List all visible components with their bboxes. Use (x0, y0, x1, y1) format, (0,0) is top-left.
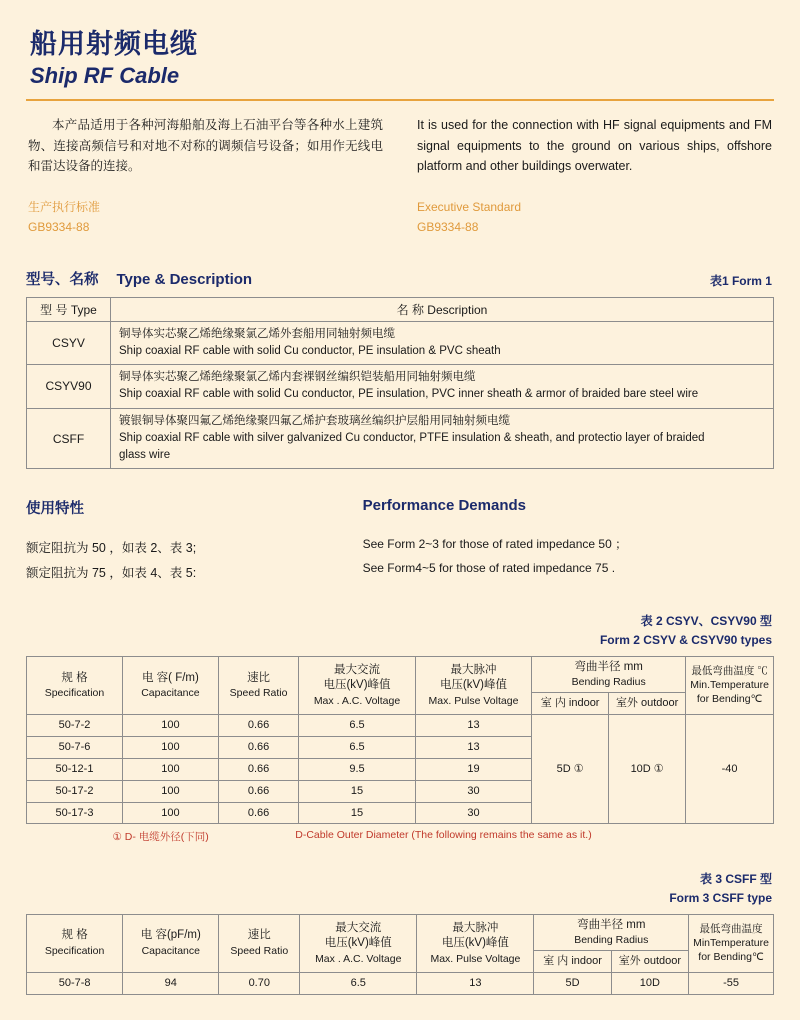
table-row (27, 408, 774, 469)
column-header-indoor: 室 内 indoor (532, 693, 609, 715)
cell-capacitance: 100 (122, 802, 218, 824)
form2-caption-english: Form 2 CSYV & CSYV90 types (599, 633, 772, 647)
footnote-chinese: ① D- 电缆外径(下同) (112, 831, 209, 844)
description-line-cn: 镀银铜导体聚四氟乙烯绝缘聚四氟乙烯护套玻璃丝编织护层船用同轴射频电缆 (119, 414, 510, 427)
header-temp-en1: MinTemperature (693, 937, 769, 950)
cell-speed-ratio: 0.66 (218, 715, 298, 737)
form2-caption-chinese: 表 2 CSYV、CSYV90 型 (640, 614, 772, 629)
cell-capacitance: 100 (122, 780, 218, 802)
header-bend-cn: 弯曲半径 mm (574, 660, 643, 673)
column-header-type: 型 号 Type (27, 297, 111, 321)
description-line-en-cont: glass wire (119, 449, 171, 462)
header-bend-en: Bending Radius (571, 676, 646, 689)
column-header-ac-voltage (300, 914, 417, 973)
cell-outdoor-bending: 10D ① (609, 715, 686, 824)
table-header-row (27, 297, 774, 321)
form3-caption-chinese: 表 3 CSFF 型 (699, 872, 772, 887)
standard-value-chinese: GB9334-88 (28, 220, 90, 235)
header-spec-cn: 规 格 (61, 671, 88, 684)
cell-speed-ratio: 0.66 (218, 736, 298, 758)
cell-ac-voltage: 6.5 (300, 973, 417, 995)
cell-spec: 50-17-2 (27, 780, 123, 802)
cell-indoor-bending: 5D (534, 973, 611, 995)
performance-heading-english: Performance Demands (362, 497, 526, 515)
cell-spec: 50-7-2 (27, 715, 123, 737)
description-line-cn: 铜导体实芯聚乙烯绝缘聚氯乙烯外套船用同轴射频电缆 (119, 327, 395, 340)
header-speed-en: Speed Ratio (230, 944, 289, 957)
description-line-cn: 铜导体实芯聚乙烯绝缘聚氯乙烯内套裸钢丝编织铠装船用同轴射频电缆 (119, 371, 476, 384)
table-header-row (27, 914, 774, 951)
form1-label: 表1 Form 1 (709, 273, 772, 288)
cell-description (111, 408, 774, 469)
cell-ac-voltage: 9.5 (299, 758, 415, 780)
cell-spec: 50-7-6 (27, 736, 123, 758)
column-header-bending-radius (534, 914, 689, 951)
column-header-pulse-voltage (417, 914, 534, 973)
standard-english (417, 197, 772, 238)
type-description-table (26, 297, 774, 470)
standard-value-english: GB9334-88 (417, 220, 479, 235)
intro-text-english: It is used for the connection with HF signal equipments and FM signal equipments to the ground on various ships, offshore platform and other buildings overwater. (417, 118, 772, 174)
header-temp-cn: 最低弯曲温度 (699, 923, 763, 936)
column-header-specification (27, 656, 123, 715)
description-line-en: Ship coaxial RF cable with silver galvanized Cu conductor, PTFE insulation & sheath, and protectio layer of braided (119, 431, 705, 444)
table-row (27, 321, 774, 365)
performance-section (26, 497, 774, 586)
cell-speed-ratio: 0.70 (219, 973, 300, 995)
title-english: Ship RF Cable (30, 63, 180, 88)
header-ac-cn2: 电压(kV)峰值 (323, 679, 391, 692)
cell-ac-voltage: 6.5 (299, 715, 415, 737)
cell-pulse-voltage: 13 (415, 736, 531, 758)
intro-column-chinese (28, 115, 383, 238)
header-cap-cn: 电 容( F/m) (141, 671, 199, 684)
cell-pulse-voltage: 13 (417, 973, 534, 995)
performance-line-en-1: See Form 2~3 for those of rated impedance 50 ； (362, 537, 628, 552)
header-spec-cn: 规 格 (61, 929, 88, 942)
cell-ac-voltage: 15 (299, 802, 415, 824)
performance-lines-chinese (26, 536, 363, 586)
header-ac-cn2: 电压(kV)峰值 (324, 937, 392, 950)
header-speed-cn: 速比 (247, 929, 271, 942)
table-row (27, 715, 774, 737)
cell-outdoor-bending: 10D (611, 973, 688, 995)
cell-indoor-bending: 5D ① (532, 715, 609, 824)
cell-speed-ratio: 0.66 (218, 758, 298, 780)
column-header-outdoor: 室外 outdoor (609, 693, 686, 715)
header-bend-en: Bending Radius (574, 934, 649, 947)
column-header-description: 名 称 Description (111, 297, 774, 321)
header-pulse-cn1: 最大脉冲 (452, 921, 499, 934)
description-line-en: Ship coaxial RF cable with solid Cu conductor, PE insulation & PVC sheath (119, 344, 501, 357)
cell-ac-voltage: 15 (299, 780, 415, 802)
cell-min-temperature: -55 (689, 973, 774, 995)
column-header-outdoor: 室外 outdoor (611, 951, 688, 973)
cell-capacitance: 94 (123, 973, 219, 995)
cell-pulse-voltage: 13 (415, 715, 531, 737)
title-chinese: 船用射频电缆 (30, 29, 198, 59)
column-header-capacitance (123, 914, 219, 973)
header-pulse-cn2: 电压(kV)峰值 (439, 679, 508, 692)
form2-spec-table (26, 656, 774, 825)
header-ac-cn1: 最大交流 (334, 663, 381, 676)
column-header-capacitance (122, 656, 218, 715)
description-line-en: Ship coaxial RF cable with solid Cu conductor, PE insulation, PVC inner sheath & armor of braided bare steel wire (119, 388, 699, 401)
column-header-min-temperature (686, 656, 774, 715)
header-spec-en: Specification (44, 944, 105, 957)
form2-footnote (26, 829, 774, 844)
header-pulse-cn1: 最大脉冲 (450, 663, 497, 676)
cell-type-code: CSYV90 (27, 365, 111, 409)
form3-caption (26, 870, 772, 907)
header-speed-cn: 速比 (247, 671, 271, 684)
header-temp-en2: for Bending℃ (698, 951, 764, 964)
performance-column-chinese (26, 497, 363, 586)
header-cap-cn: 电 容(pF/m) (140, 929, 201, 942)
form3-caption-english: Form 3 CSFF type (669, 890, 772, 905)
intro-text-chinese: 本产品适用于各种河海船舶及海上石油平台等各种水上建筑物、连接高频信号和对地不对称的调频信号设备；如用作无线电和雷达设备的连接。 (28, 118, 383, 174)
column-header-bending-radius (532, 656, 686, 693)
performance-column-english (363, 497, 774, 586)
type-heading-english: Type & Description (116, 270, 253, 288)
cell-capacitance: 100 (122, 758, 218, 780)
header-spec-en: Specification (44, 687, 105, 700)
intro-column-english (417, 115, 772, 238)
cell-spec: 50-7-8 (27, 973, 123, 995)
cell-speed-ratio: 0.66 (218, 802, 298, 824)
intro-section (28, 115, 772, 238)
column-header-speed-ratio (219, 914, 300, 973)
column-header-min-temperature (689, 914, 774, 973)
header-divider (26, 99, 774, 101)
performance-heading-chinese: 使用特性 (26, 501, 84, 518)
cell-type-code: CSFF (27, 408, 111, 469)
header-temp-en2: for Bending℃ (696, 693, 763, 706)
performance-lines-english (363, 532, 774, 580)
footnote-english: D-Cable Outer Diameter (The following remains the same as it.) (295, 829, 592, 842)
standard-label-english: Executive Standard (417, 199, 522, 214)
standard-label-chinese: 生产执行标准 (28, 199, 101, 214)
header-bend-cn: 弯曲半径 mm (577, 918, 646, 931)
header-ac-en: Max . A.C. Voltage (313, 694, 401, 707)
cell-capacitance: 100 (122, 715, 218, 737)
header-temp-en1: Min.Temperature (690, 679, 769, 692)
column-header-indoor: 室 内 indoor (534, 951, 611, 973)
header-ac-cn1: 最大交流 (335, 921, 382, 934)
cell-description (111, 321, 774, 365)
type-heading-chinese: 型号、名称 (26, 271, 99, 288)
header-ac-en: Max . A.C. Voltage (315, 952, 402, 965)
header-temp-cn: 最低弯曲温度 ℃ (691, 665, 768, 678)
header-speed-en: Speed Ratio (229, 687, 288, 700)
header-pulse-cn2: 电压(kV)峰值 (441, 937, 509, 950)
header-cap-en: Capacitance (141, 944, 200, 957)
cell-pulse-voltage: 19 (415, 758, 531, 780)
cell-description (111, 365, 774, 409)
cell-spec: 50-17-3 (27, 802, 123, 824)
page-title (26, 22, 774, 89)
performance-line-en-2: See Form4~5 for those of rated impedance 75 . (362, 561, 616, 576)
header-pulse-en: Max. Pulse Voltage (430, 952, 521, 965)
column-header-specification (27, 914, 123, 973)
column-header-pulse-voltage (415, 656, 531, 715)
type-section-heading (26, 268, 774, 289)
header-cap-en: Capacitance (141, 687, 200, 700)
table-row (27, 365, 774, 409)
cell-type-code: CSYV (27, 321, 111, 365)
cell-spec: 50-12-1 (27, 758, 123, 780)
column-header-ac-voltage (299, 656, 415, 715)
cell-speed-ratio: 0.66 (218, 780, 298, 802)
performance-line-cn-1: 额定阻抗为 50 ，如表 2、表 3; (26, 541, 197, 556)
cell-pulse-voltage: 30 (415, 780, 531, 802)
cell-min-temperature: -40 (686, 715, 774, 824)
cell-ac-voltage: 6.5 (299, 736, 415, 758)
cell-capacitance: 100 (122, 736, 218, 758)
standard-chinese (28, 197, 383, 238)
cell-pulse-voltage: 30 (415, 802, 531, 824)
column-header-speed-ratio (218, 656, 298, 715)
performance-line-cn-2: 额定阻抗为 75 ，如表 4、表 5: (26, 566, 197, 581)
header-pulse-en: Max. Pulse Voltage (428, 694, 519, 707)
table-header-row (27, 656, 774, 693)
form2-caption (26, 612, 772, 649)
table-row (27, 973, 774, 995)
form3-spec-table (26, 914, 774, 995)
